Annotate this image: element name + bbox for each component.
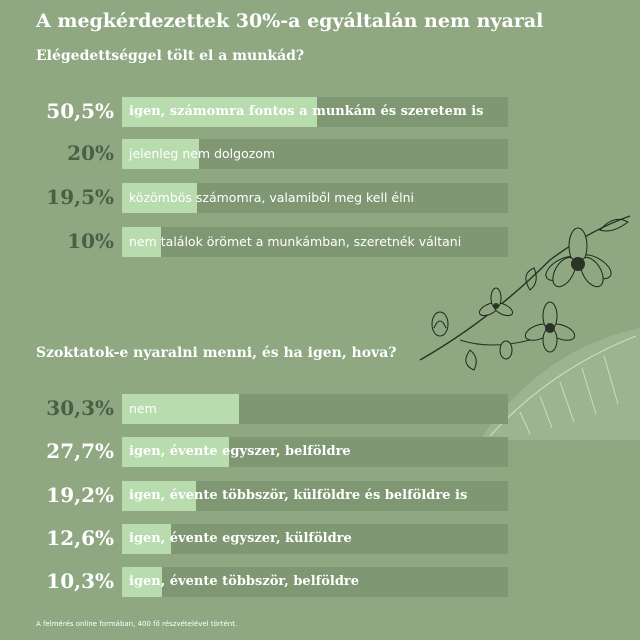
flower-bud-icon <box>500 341 512 359</box>
chart-title: Elégedettséggel tölt el a munkád? <box>36 48 305 64</box>
flower-bud-icon <box>432 312 448 336</box>
value-label: 19,5% <box>46 185 114 209</box>
magnolia-flower-icon <box>478 288 515 318</box>
value-label: 19,2% <box>46 483 114 507</box>
value-label: 12,6% <box>46 526 114 550</box>
chart-title: Szoktatok-e nyaralni menni, és ha igen, hova? <box>36 345 397 361</box>
bar-track <box>122 567 508 597</box>
category-label: igen, évente egyszer, külföldre <box>129 531 352 546</box>
category-label: igen, számomra fontos a munkám és szeretem is <box>129 104 484 119</box>
value-label: 27,7% <box>46 439 114 463</box>
value-label: 20% <box>67 141 114 165</box>
value-label: 50,5% <box>46 99 114 123</box>
category-label: igen, évente többször, belföldre <box>129 574 360 589</box>
bar-track <box>122 227 508 257</box>
category-label: nem <box>129 401 157 416</box>
value-label: 10% <box>67 229 114 253</box>
bar-track <box>122 97 508 127</box>
magnolia-flower-icon <box>542 228 615 290</box>
bar-track <box>122 481 508 511</box>
bar-track <box>122 139 508 169</box>
category-label: jelenleg nem dolgozom <box>129 146 276 161</box>
bar-track <box>122 437 508 467</box>
bar-track <box>122 394 508 424</box>
magnolia-flower-icon <box>523 302 577 352</box>
footer-note: A felmérés online formában, 400 fő részvételével történt. <box>36 620 238 628</box>
bar-track <box>122 183 508 213</box>
bar-track <box>122 524 508 554</box>
value-label: 30,3% <box>46 396 114 420</box>
value-label: 10,3% <box>46 569 114 593</box>
category-label: nem találok örömet a munkámban, szeretnék váltani <box>129 234 462 249</box>
category-label: igen, évente többször, külföldre és belföldre is <box>129 488 468 503</box>
category-label: igen, évente egyszer, belföldre <box>129 444 351 459</box>
page-title: A megkérdezettek 30%-a egyáltalán nem nyaral <box>36 10 544 32</box>
category-label: közömbös számomra, valamiből meg kell élni <box>129 190 414 205</box>
